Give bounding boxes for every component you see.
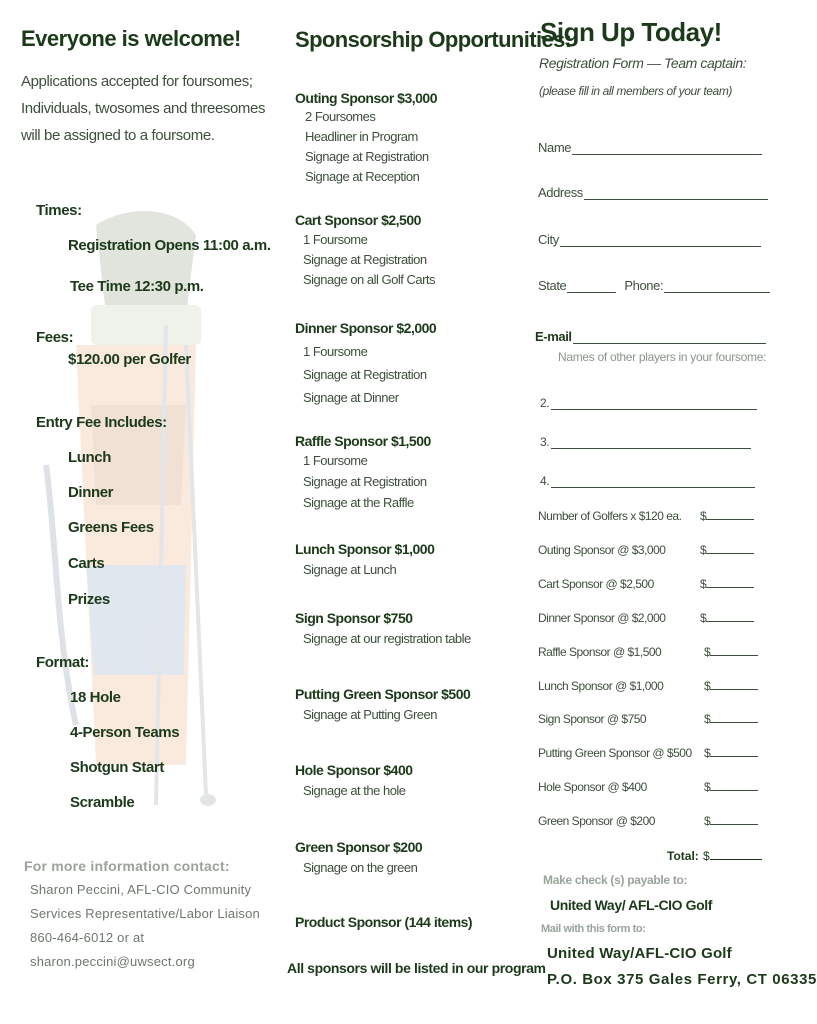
fees-heading: Fees: — [36, 329, 74, 346]
player-4-field[interactable] — [540, 474, 755, 488]
payable-to: United Way/ AFL-CIO Golf — [550, 897, 713, 913]
fee-line-sign[interactable] — [538, 712, 760, 726]
sponsor-name: Dinner Sponsor $2,000 — [295, 320, 437, 336]
contact-line: Sharon Peccini, AFL-CIO Community — [30, 882, 252, 897]
player-3-field[interactable] — [540, 435, 751, 449]
fee-label: Dinner Sponsor @ $2,000 — [538, 611, 666, 625]
address-field[interactable] — [538, 185, 768, 200]
fee-label: Hole Sponsor @ $400 — [538, 780, 647, 794]
sponsor-detail: Signage at Dinner — [303, 390, 399, 405]
sponsor-detail: 1 Foursome — [303, 232, 368, 247]
name-label: Name — [538, 140, 572, 155]
format-item: 18 Hole — [70, 689, 121, 706]
welcome-title: Everyone is welcome! — [21, 26, 241, 51]
mail-address-line: United Way/AFL-CIO Golf — [547, 945, 732, 962]
sponsor-detail: Signage at the hole — [303, 783, 406, 798]
fee-line-raffle[interactable] — [538, 645, 760, 659]
amount-blank[interactable]: $ — [700, 543, 754, 557]
phone-blank[interactable] — [664, 281, 770, 293]
amount-blank[interactable]: $ — [704, 645, 758, 659]
state-blank[interactable] — [567, 281, 616, 293]
fee-label: Cart Sponsor @ $2,500 — [538, 577, 654, 591]
sponsorship-title: Sponsorship Opportunities: — [295, 27, 572, 52]
entry-item: Greens Fees — [68, 519, 154, 536]
contact-email[interactable]: sharon.peccini@uwsect.org — [30, 954, 195, 969]
sponsor-detail: Signage on all Golf Carts — [303, 272, 436, 287]
sponsors-program-note: All sponsors will be listed in our program — [287, 960, 546, 976]
sponsor-detail: 1 Foursome — [303, 453, 368, 468]
amount-blank[interactable]: $ — [704, 712, 758, 726]
amount-blank[interactable]: $ — [700, 611, 754, 625]
sponsor-name: Product Sponsor (144 items) — [295, 914, 473, 930]
entry-item: Dinner — [68, 484, 114, 501]
email-label: E-mail — [535, 329, 572, 344]
sponsor-green — [295, 839, 422, 878]
signup-title: Sign Up Today! — [540, 17, 722, 47]
entry-fee-heading: Entry Fee Includes: — [36, 414, 167, 431]
address-label: Address — [538, 185, 583, 200]
sponsor-name: Raffle Sponsor $1,500 — [295, 433, 431, 449]
registration-time: Registration Opens 11:00 a.m. — [68, 237, 271, 254]
fee-amount: $120.00 per Golfer — [68, 351, 191, 368]
player-blank[interactable] — [551, 398, 757, 410]
sponsor-raffle — [295, 433, 431, 513]
city-blank[interactable] — [560, 235, 761, 247]
sponsor-detail: Signage at Putting Green — [303, 707, 437, 722]
sponsor-outing — [295, 90, 437, 187]
amount-blank[interactable]: $ — [704, 814, 758, 828]
entry-item: Lunch — [68, 449, 111, 466]
sponsor-detail: Signage on the green — [303, 860, 418, 875]
phone-label: Phone: — [624, 278, 664, 293]
fee-line-lunch[interactable] — [538, 679, 760, 693]
format-item: Scramble — [70, 794, 135, 811]
amount-blank[interactable]: $ — [704, 679, 758, 693]
player-blank[interactable] — [551, 437, 751, 449]
times-heading: Times: — [36, 202, 82, 219]
fee-label: Sign Sponsor @ $750 — [538, 712, 647, 726]
fee-line-outing[interactable] — [538, 543, 760, 557]
sponsor-name: Hole Sponsor $400 — [295, 762, 413, 778]
amount-blank[interactable]: $ — [704, 746, 758, 760]
amount-blank[interactable]: $ — [700, 577, 754, 591]
contact-block — [24, 858, 260, 974]
fee-label: Lunch Sponsor @ $1,000 — [538, 679, 664, 693]
sponsor-name: Outing Sponsor $3,000 — [295, 90, 437, 106]
sponsor-detail: Signage at the Raffle — [303, 495, 414, 510]
player-number: 3. — [540, 435, 550, 449]
total-blank[interactable]: $ — [703, 849, 762, 863]
sponsor-name: Sign Sponsor $750 — [295, 610, 413, 626]
total-label: Total: — [667, 849, 699, 863]
sponsor-detail: Signage at our registration table — [303, 631, 471, 646]
sponsor-sign — [295, 610, 471, 649]
address-blank[interactable] — [584, 188, 768, 200]
fee-line-cart[interactable] — [538, 577, 760, 591]
tee-time: Tee Time 12:30 p.m. — [70, 278, 204, 295]
format-item: 4-Person Teams — [70, 724, 180, 741]
player-number: 4. — [540, 474, 550, 488]
sponsor-putting-green — [295, 686, 470, 725]
fee-label: Green Sponsor @ $200 — [538, 814, 655, 828]
fee-line-golfers[interactable] — [538, 509, 760, 523]
amount-blank[interactable]: $ — [704, 780, 758, 794]
contact-line: Services Representative/Labor Liaison — [30, 906, 260, 921]
mail-address-line: P.O. Box 375 Gales Ferry, CT 06335 — [547, 971, 817, 988]
amount-blank[interactable]: $ — [700, 509, 754, 523]
fee-label: Putting Green Sponsor @ $500 — [538, 746, 692, 760]
player-2-field[interactable] — [540, 396, 757, 410]
state-label: State — [538, 278, 567, 293]
fee-line-dinner[interactable] — [538, 611, 760, 625]
contact-phone: 860-464-6012 or at — [30, 930, 145, 945]
sponsor-name: Putting Green Sponsor $500 — [295, 686, 471, 702]
name-field[interactable] — [538, 140, 762, 155]
sponsor-detail: Headliner in Program — [305, 129, 418, 144]
sponsor-lunch — [295, 541, 434, 580]
city-field[interactable] — [538, 232, 761, 247]
player-number: 2. — [540, 396, 550, 410]
registration-note: (please fill in all members of your team) — [539, 84, 733, 98]
sponsor-detail: 2 Foursomes — [305, 109, 376, 124]
name-blank[interactable] — [572, 143, 762, 155]
fee-label: Raffle Sponsor @ $1,500 — [538, 645, 662, 659]
sponsor-detail: Signage at Registration — [303, 367, 427, 382]
format-heading: Format: — [36, 654, 90, 671]
sponsor-detail: Signage at Registration — [303, 252, 427, 267]
fee-line-hole[interactable] — [538, 780, 760, 794]
sponsor-dinner — [295, 320, 436, 409]
sponsor-detail: Signage at Registration — [303, 474, 427, 489]
sponsor-cart — [295, 212, 435, 290]
sponsor-hole — [295, 762, 413, 801]
email-blank[interactable] — [573, 332, 766, 344]
format-item: Shotgun Start — [70, 759, 164, 776]
entry-item: Carts — [68, 555, 105, 572]
sponsor-detail: 1 Foursome — [303, 344, 368, 359]
sponsor-name: Cart Sponsor $2,500 — [295, 212, 421, 228]
fee-line-green[interactable] — [538, 814, 760, 828]
sponsor-name: Lunch Sponsor $1,000 — [295, 541, 435, 557]
sponsor-detail: Signage at Registration — [305, 149, 429, 164]
player-blank[interactable] — [551, 476, 755, 488]
entry-item: Prizes — [68, 591, 110, 608]
fee-label: Outing Sponsor @ $3,000 — [538, 543, 666, 557]
intro-paragraph: Applications accepted for foursomes; Individuals, twosomes and threesomes will be assigned to a foursome. — [21, 73, 266, 144]
contact-heading: For more information contact: — [24, 858, 230, 874]
sponsor-product — [295, 914, 472, 930]
fee-label: Number of Golfers x $120 ea. — [538, 509, 682, 523]
sponsor-name: Green Sponsor $200 — [295, 839, 423, 855]
email-field[interactable] — [535, 329, 766, 344]
state-phone-field[interactable] — [538, 278, 770, 293]
other-players-label: Names of other players in your foursome: — [558, 350, 767, 364]
fee-line-putting-green[interactable] — [538, 746, 760, 760]
mail-heading: Mail with this form to: — [541, 923, 646, 935]
sponsor-detail: Signage at Reception — [305, 169, 420, 184]
sponsor-detail: Signage at Lunch — [303, 562, 397, 577]
city-label: City — [538, 232, 559, 247]
registration-subtitle: Registration Form — Team captain: — [539, 55, 747, 71]
payable-heading: Make check (s) payable to: — [543, 873, 688, 887]
